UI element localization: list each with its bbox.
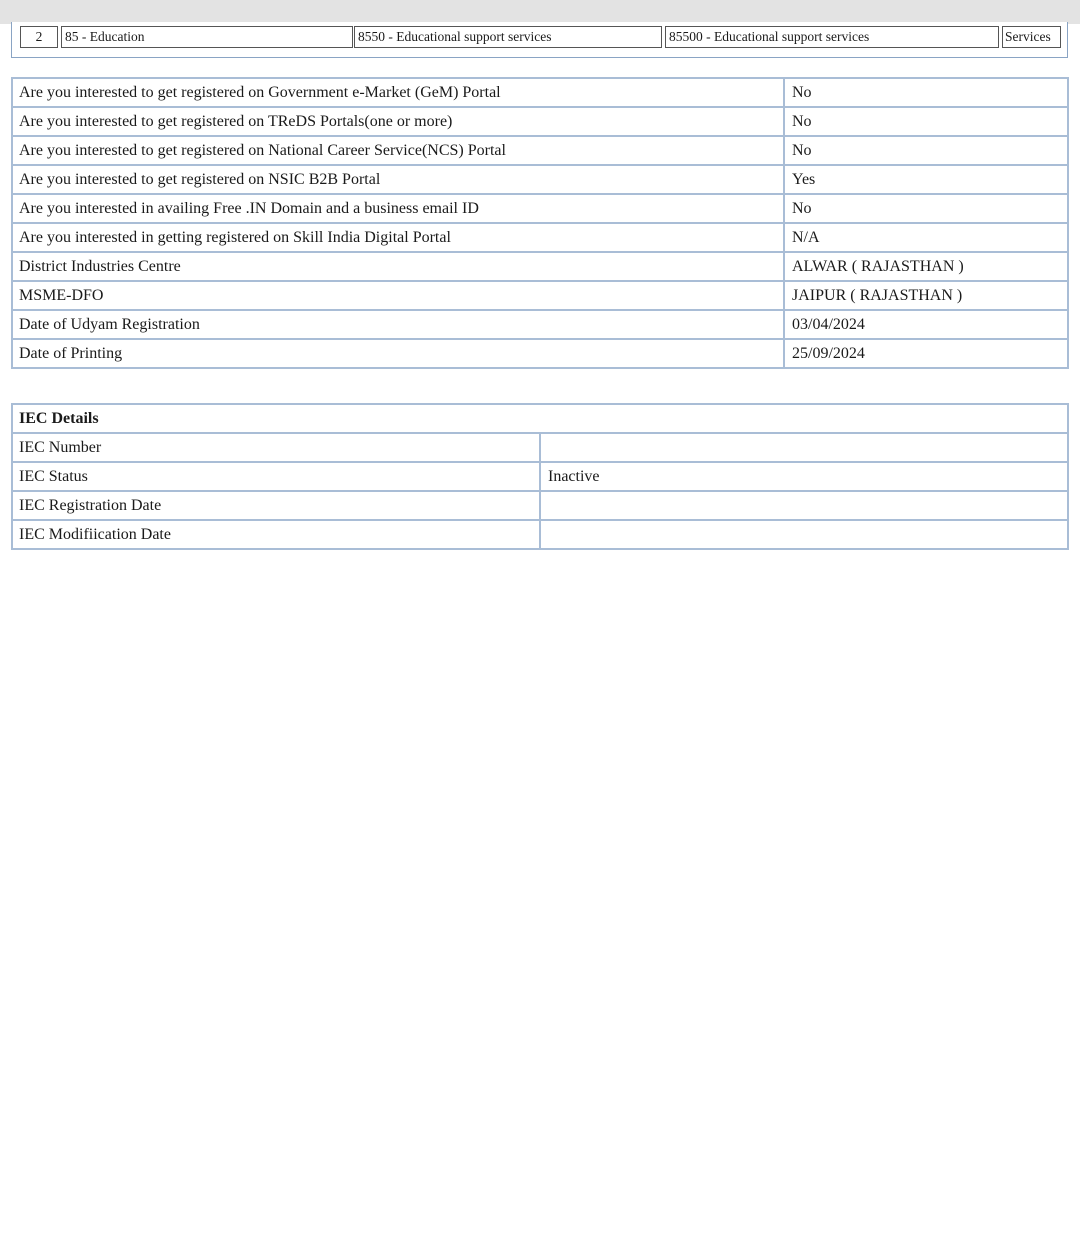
- iec-details-table: [11, 403, 1069, 550]
- row-value: Inactive: [540, 462, 1068, 491]
- row-value: [540, 433, 1068, 462]
- table-row: [12, 462, 1068, 491]
- row-label: IEC Status: [12, 462, 540, 491]
- row-label: Are you interested to get registered on TReDS Portals(one or more): [12, 107, 784, 136]
- row-label: Are you interested to get registered on National Career Service(NCS) Portal: [12, 136, 784, 165]
- row-value: 25/09/2024: [784, 339, 1068, 368]
- table-row: [12, 310, 1068, 339]
- table-row: [12, 165, 1068, 194]
- row-value: 03/04/2024: [784, 310, 1068, 339]
- row-value: No: [784, 194, 1068, 223]
- row-value: JAIPUR ( RAJASTHAN ): [784, 281, 1068, 310]
- nic-division: 85 - Education: [61, 26, 353, 48]
- row-value: No: [784, 107, 1068, 136]
- row-label: Date of Udyam Registration: [12, 310, 784, 339]
- row-label: Date of Printing: [12, 339, 784, 368]
- row-value: No: [784, 78, 1068, 107]
- row-label: Are you interested in getting registered on Skill India Digital Portal: [12, 223, 784, 252]
- table-row: [12, 194, 1068, 223]
- row-label: MSME-DFO: [12, 281, 784, 310]
- table-row: [12, 491, 1068, 520]
- row-value: ALWAR ( RAJASTHAN ): [784, 252, 1068, 281]
- table-row: [12, 433, 1068, 462]
- row-label: Are you interested to get registered on NSIC B2B Portal: [12, 165, 784, 194]
- iec-heading: IEC Details: [12, 404, 1068, 433]
- table-row: [12, 339, 1068, 368]
- row-value: No: [784, 136, 1068, 165]
- row-label: IEC Modifiication Date: [12, 520, 540, 549]
- row-label: IEC Registration Date: [12, 491, 540, 520]
- table-row: [12, 136, 1068, 165]
- row-value: Yes: [784, 165, 1068, 194]
- row-label: IEC Number: [12, 433, 540, 462]
- nic-class: 85500 - Educational support services: [665, 26, 999, 48]
- table-row: [12, 252, 1068, 281]
- table-row: [12, 78, 1068, 107]
- top-bar: [0, 0, 1080, 24]
- registration-details-table: [11, 77, 1069, 369]
- nic-group: 8550 - Educational support services: [354, 26, 662, 48]
- table-row: [12, 520, 1068, 549]
- row-value: [540, 520, 1068, 549]
- nic-activity: Services: [1002, 26, 1061, 48]
- iec-heading-row: [12, 404, 1068, 433]
- row-label: Are you interested in availing Free .IN Domain and a business email ID: [12, 194, 784, 223]
- row-value: [540, 491, 1068, 520]
- row-label: District Industries Centre: [12, 252, 784, 281]
- nic-sno: 2: [20, 26, 58, 48]
- nic-code-row: [11, 22, 1068, 58]
- row-value: N/A: [784, 223, 1068, 252]
- row-label: Are you interested to get registered on Government e-Market (GeM) Portal: [12, 78, 784, 107]
- table-row: [12, 107, 1068, 136]
- table-row: [12, 223, 1068, 252]
- table-row: [12, 281, 1068, 310]
